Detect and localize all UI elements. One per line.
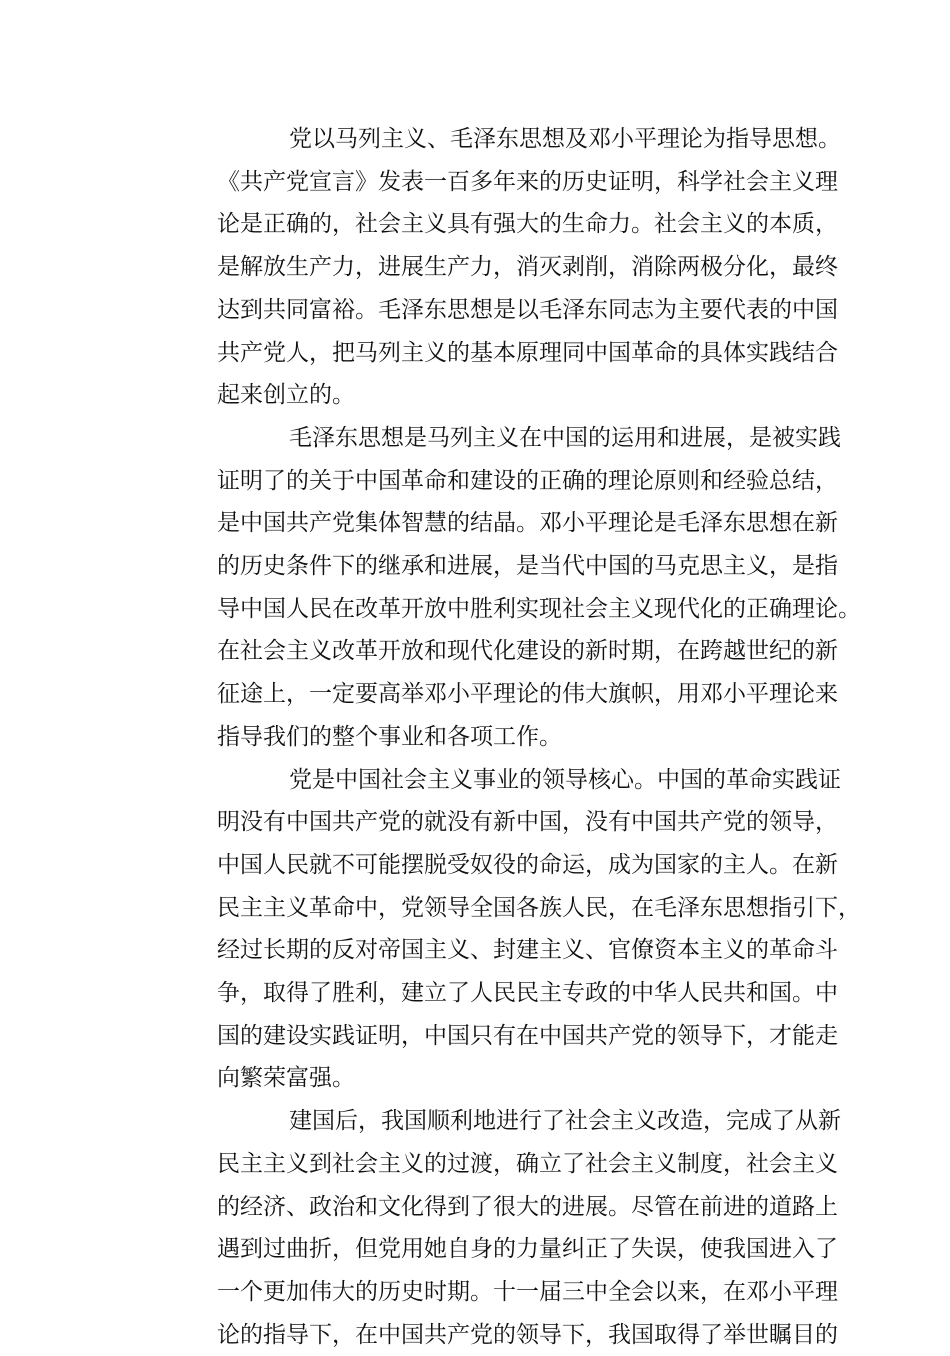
text-line: 建国后，我国顺利地进行了社会主义改造，完成了从新	[289, 1108, 841, 1135]
text-line: 共产党人，把马列主义的基本原理同中国革命的具体实践结合	[217, 339, 838, 366]
text-line: 民主主义革命中，党领导全国各族人民，在毛泽东思想指引下，	[217, 894, 861, 921]
text-line: 国的建设实践证明，中国只有在中国共产党的领导下，才能走	[217, 1022, 838, 1049]
text-line: 的经济、政治和文化得到了很大的进展。尽管在前进的道路上	[217, 1193, 838, 1220]
text-line: 毛泽东思想是马列主义在中国的运用和进展，是被实践	[289, 424, 841, 451]
text-line: 的历史条件下的继承和进展，是当代中国的马克思主义，是指	[217, 553, 838, 580]
text-line: 争，取得了胜利，建立了人民民主专政的中华人民共和国。中	[217, 980, 838, 1007]
text-line: 经过长期的反对帝国主义、封建主义、官僚资本主义的革命斗	[217, 937, 838, 964]
text-line: 一个更加伟大的历史时期。十一届三中全会以来，在邓小平理	[217, 1278, 838, 1305]
text-line: 向繁荣富强。	[217, 1065, 355, 1092]
text-line: 党是中国社会主义事业的领导核心。中国的革命实践证	[289, 766, 841, 793]
text-line: 论的指导下，在中国共产党的领导下，我国取得了举世瞩目的	[217, 1321, 838, 1348]
text-line: 遇到过曲折，但党用她自身的力量纠正了失误，使我国进入了	[217, 1236, 838, 1263]
text-line: 中国人民就不可能摆脱受奴役的命运，成为国家的主人。在新	[217, 851, 838, 878]
text-line: 导中国人民在改革开放中胜利实现社会主义现代化的正确理论。	[217, 595, 861, 622]
text-line: 达到共同富裕。毛泽东思想是以毛泽东同志为主要代表的中国	[217, 296, 838, 323]
paragraph-4	[145, 1100, 841, 1356]
text-line: 明没有中国共产党的就没有新中国，没有中国共产党的领导，	[217, 809, 838, 836]
text-line: 民主主义到社会主义的过渡，确立了社会主义制度，社会主义	[217, 1150, 838, 1177]
document-body	[145, 118, 861, 1356]
text-line: 是解放生产力，进展生产力，消灭剥削，消除两极分化，最终	[217, 254, 838, 281]
paragraph-3	[145, 759, 861, 1101]
text-line: 《共产党宣言》发表一百多年来的历史证明，科学社会主义理	[217, 168, 838, 195]
paragraph-2	[145, 417, 861, 759]
text-line: 起来创立的。	[217, 382, 355, 409]
text-line: 证明了的关于中国革命和建设的正确的理论原则和经验总结，	[217, 467, 838, 494]
text-line: 论是正确的，社会主义具有强大的生命力。社会主义的本质，	[217, 211, 838, 238]
text-line: 指导我们的整个事业和各项工作。	[217, 723, 562, 750]
text-line: 在社会主义改革开放和现代化建设的新时期，在跨越世纪的新	[217, 638, 838, 665]
text-line: 党以马列主义、毛泽东思想及邓小平理论为指导思想。	[289, 126, 841, 152]
paragraph-1	[145, 118, 841, 417]
text-line: 征途上，一定要高举邓小平理论的伟大旗帜，用邓小平理论来	[217, 681, 838, 708]
text-line: 是中国共产党集体智慧的结晶。邓小平理论是毛泽东思想在新	[217, 510, 838, 537]
